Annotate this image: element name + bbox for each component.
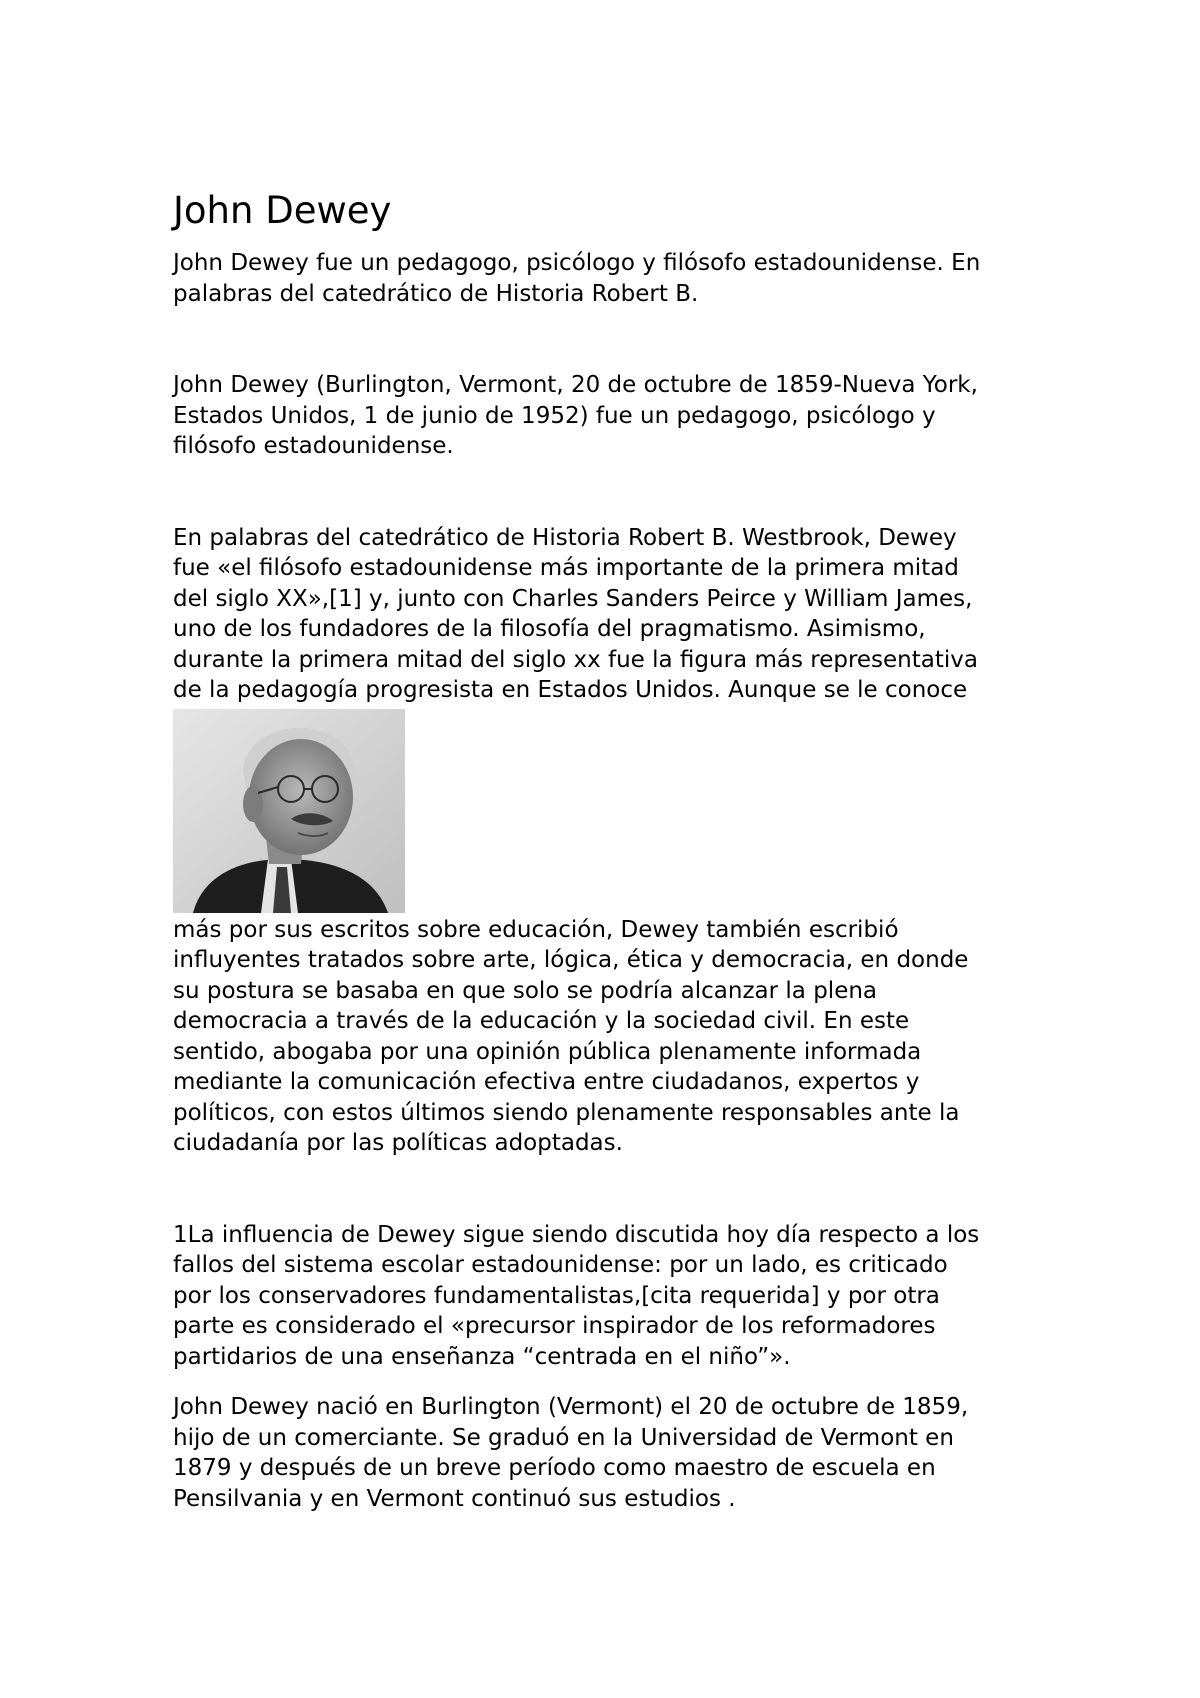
- text-line: ciudadanía por las políticas adoptadas.: [173, 1130, 623, 1156]
- paragraph-spacer: [173, 462, 1043, 523]
- paragraph-intro: [173, 248, 1043, 309]
- text-line: En palabras del catedrático de Historia Robert B. Westbrook, Dewey: [173, 524, 957, 551]
- text-line: filósofo estadounidense.: [173, 433, 454, 459]
- text-line: parte es considerado el «precursor inspirador de los reformadores: [173, 1313, 936, 1339]
- paragraph-spacer: [173, 309, 1043, 370]
- text-line: uno de los fundadores de la filosofía del pragmatismo. Asimismo,: [173, 616, 926, 642]
- text-line: fue «el filósofo estadounidense más importante de la primera mitad: [173, 555, 959, 581]
- text-line: sentido, abogaba por una opinión pública plenamente informada: [173, 1038, 922, 1065]
- text-line: 1La influencia de Dewey sigue siendo discutida hoy día respecto a los: [173, 1221, 980, 1248]
- text-line: de la pedagogía progresista en Estados Unidos. Aunque se le conoce: [173, 677, 968, 703]
- text-line: mediante la comunicación efectiva entre ciudadanos, expertos y: [173, 1069, 920, 1095]
- text-line: políticos, con estos últimos siendo plenamente responsables ante la: [173, 1099, 960, 1126]
- paragraph-westbrook: [173, 523, 1043, 706]
- document-body: [173, 186, 1043, 1514]
- text-line: democracia a través de la educación y la sociedad civil. En este: [173, 1008, 910, 1034]
- text-line: fallos del sistema escolar estadounidense: por un lado, es criticado: [173, 1252, 948, 1278]
- text-line: por los conservadores fundamentalistas,[cita requerida] y por otra: [173, 1282, 940, 1309]
- portrait-photo-icon-graphic: [173, 709, 405, 913]
- text-line: John Dewey nació en Burlington (Vermont) el 20 de octubre de 1859,: [173, 1394, 969, 1420]
- paragraph-spacer: [173, 1159, 1043, 1220]
- paragraph-birth-death: [173, 370, 1043, 462]
- paragraph-biography: [173, 1392, 1043, 1514]
- text-line: su postura se basaba en que solo se podría alcanzar la plena: [173, 977, 878, 1004]
- text-line: 1879 y después de un breve período como maestro de escuela en: [173, 1455, 936, 1481]
- paragraph-spacer: [173, 1372, 1043, 1392]
- text-line: John Dewey (Burlington, Vermont, 20 de octubre de 1859-Nueva York,: [173, 372, 978, 398]
- text-line: durante la primera mitad del siglo xx fue la figura más representativa: [173, 646, 978, 673]
- portrait-photo-icon: [173, 709, 405, 913]
- text-line: John Dewey fue un pedagogo, psicólogo y filósofo estadounidense. En: [173, 250, 981, 276]
- text-line: Estados Unidos, 1 de junio de 1952) fue un pedagogo, psicólogo y: [173, 402, 936, 429]
- document-title: John Dewey: [173, 189, 392, 232]
- text-line: del siglo XX»,[1] y, junto con Charles Sanders Peirce y William James,: [173, 585, 973, 612]
- text-line: palabras del catedrático de Historia Robert B.: [173, 280, 699, 307]
- text-line: influyentes tratados sobre arte, lógica, ética y democracia, en donde: [173, 947, 969, 973]
- text-line: hijo de un comerciante. Se graduó en la Universidad de Vermont en: [173, 1424, 954, 1451]
- text-line: partidarios de una enseñanza “centrada en el niño”».: [173, 1343, 791, 1370]
- text-line: más por sus escritos sobre educación, Dewey también escribió: [173, 916, 899, 943]
- paragraph-writings: [173, 915, 1043, 1159]
- paragraph-influence: [173, 1220, 1043, 1373]
- text-line: Pensilvania y en Vermont continuó sus estudios .: [173, 1485, 736, 1512]
